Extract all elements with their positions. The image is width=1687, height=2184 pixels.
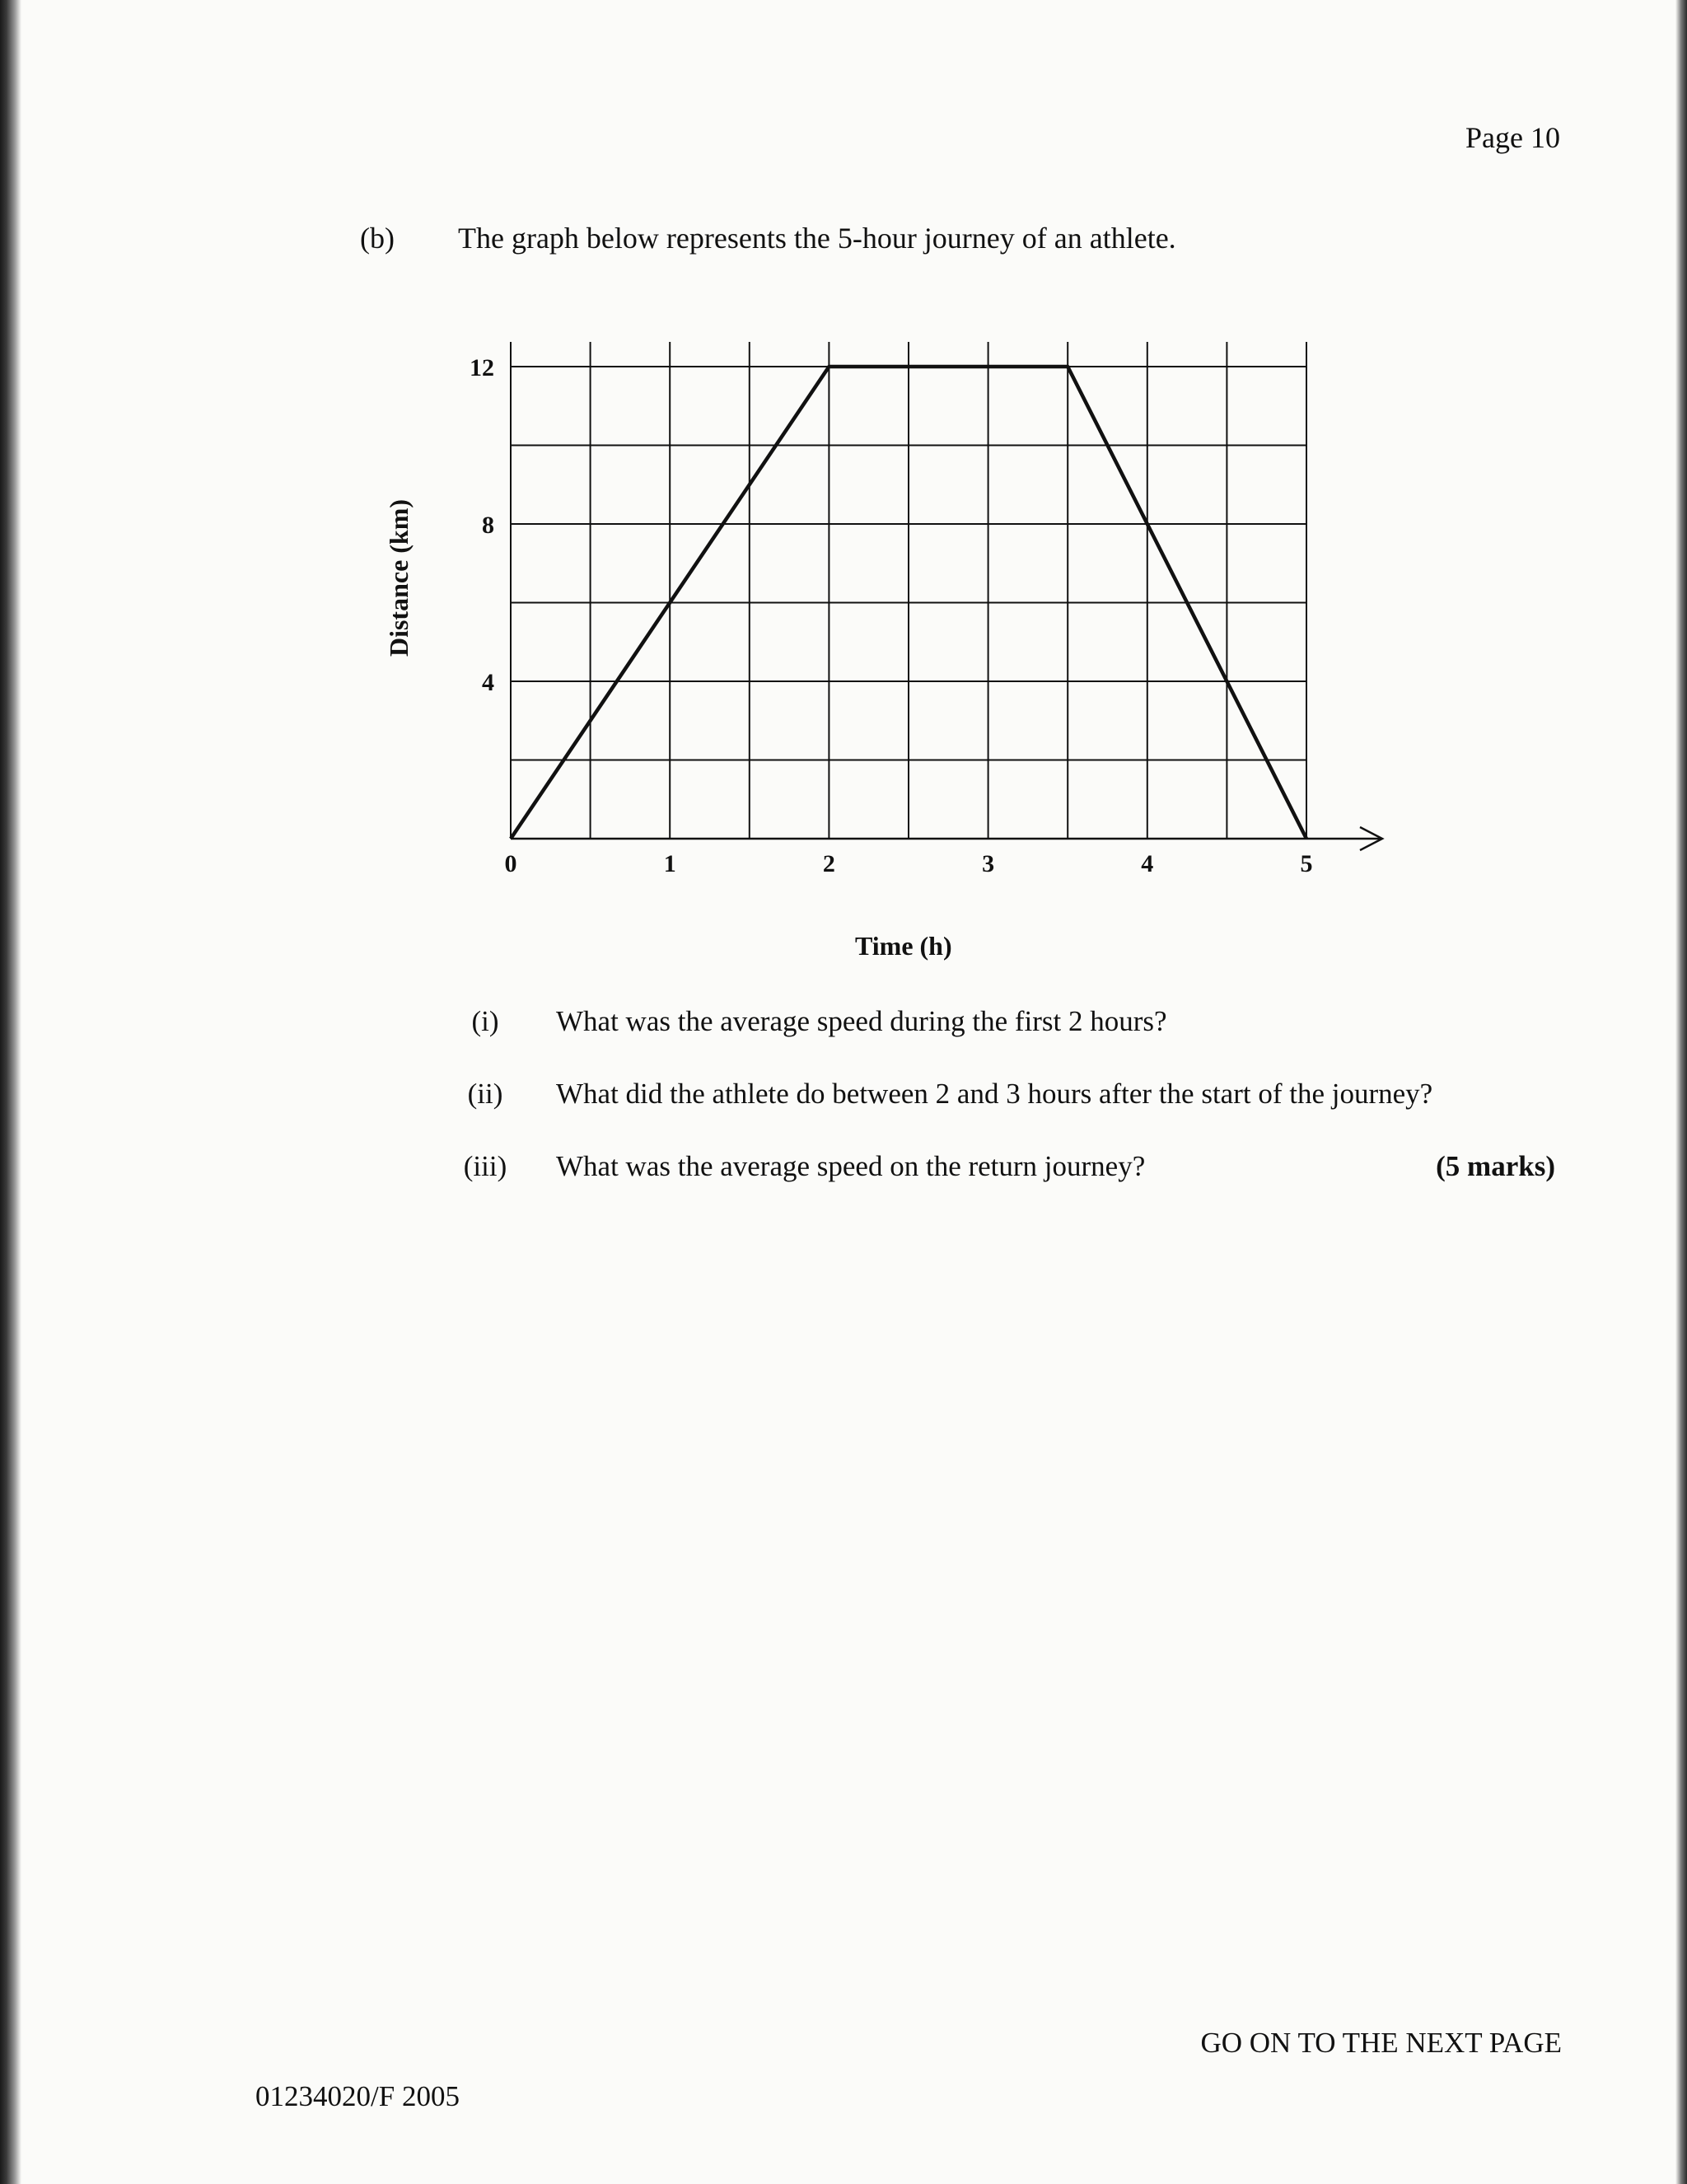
scan-shadow-left: [0, 0, 21, 2184]
y-axis-label: Distance (km): [384, 498, 414, 657]
question-number-i: (i): [471, 1005, 499, 1037]
distance-time-graph: [362, 325, 1417, 902]
x-tick-label: 4: [1141, 850, 1154, 877]
question-intro: The graph below represents the 5-hour journey of an athlete.: [458, 222, 1176, 255]
question-i: What was the average speed during the first 2 hours?: [556, 1005, 1167, 1037]
question-iii: What was the average speed on the return journey?: [556, 1150, 1146, 1182]
x-axis-label: [855, 931, 952, 961]
question-number-ii: (ii): [467, 1078, 503, 1110]
y-tick-label: 8: [482, 512, 494, 539]
x-tick-label: 0: [504, 850, 517, 877]
marks-allocation: (5 marks): [1436, 1150, 1555, 1182]
paper-code: 01234020/F 2005: [255, 2080, 460, 2112]
y-tick-label: 12: [470, 354, 494, 381]
scan-shadow-right: [1675, 0, 1687, 2184]
x-tick-label: 1: [663, 850, 676, 877]
go-on-next-page: GO ON TO THE NEXT PAGE: [1200, 2027, 1562, 2059]
x-axis-label-text: Time (h): [855, 931, 952, 961]
question-ii: What did the athlete do between 2 and 3 hours after the start of the journey?: [556, 1078, 1433, 1110]
question-number-iii: (iii): [463, 1150, 507, 1182]
y-tick-label: 4: [482, 669, 494, 696]
part-label: (b): [360, 222, 395, 255]
x-tick-label: 3: [982, 850, 995, 877]
page-number: Page 10: [1465, 121, 1560, 154]
x-tick-label: 5: [1300, 850, 1313, 877]
x-tick-label: 2: [822, 850, 835, 877]
